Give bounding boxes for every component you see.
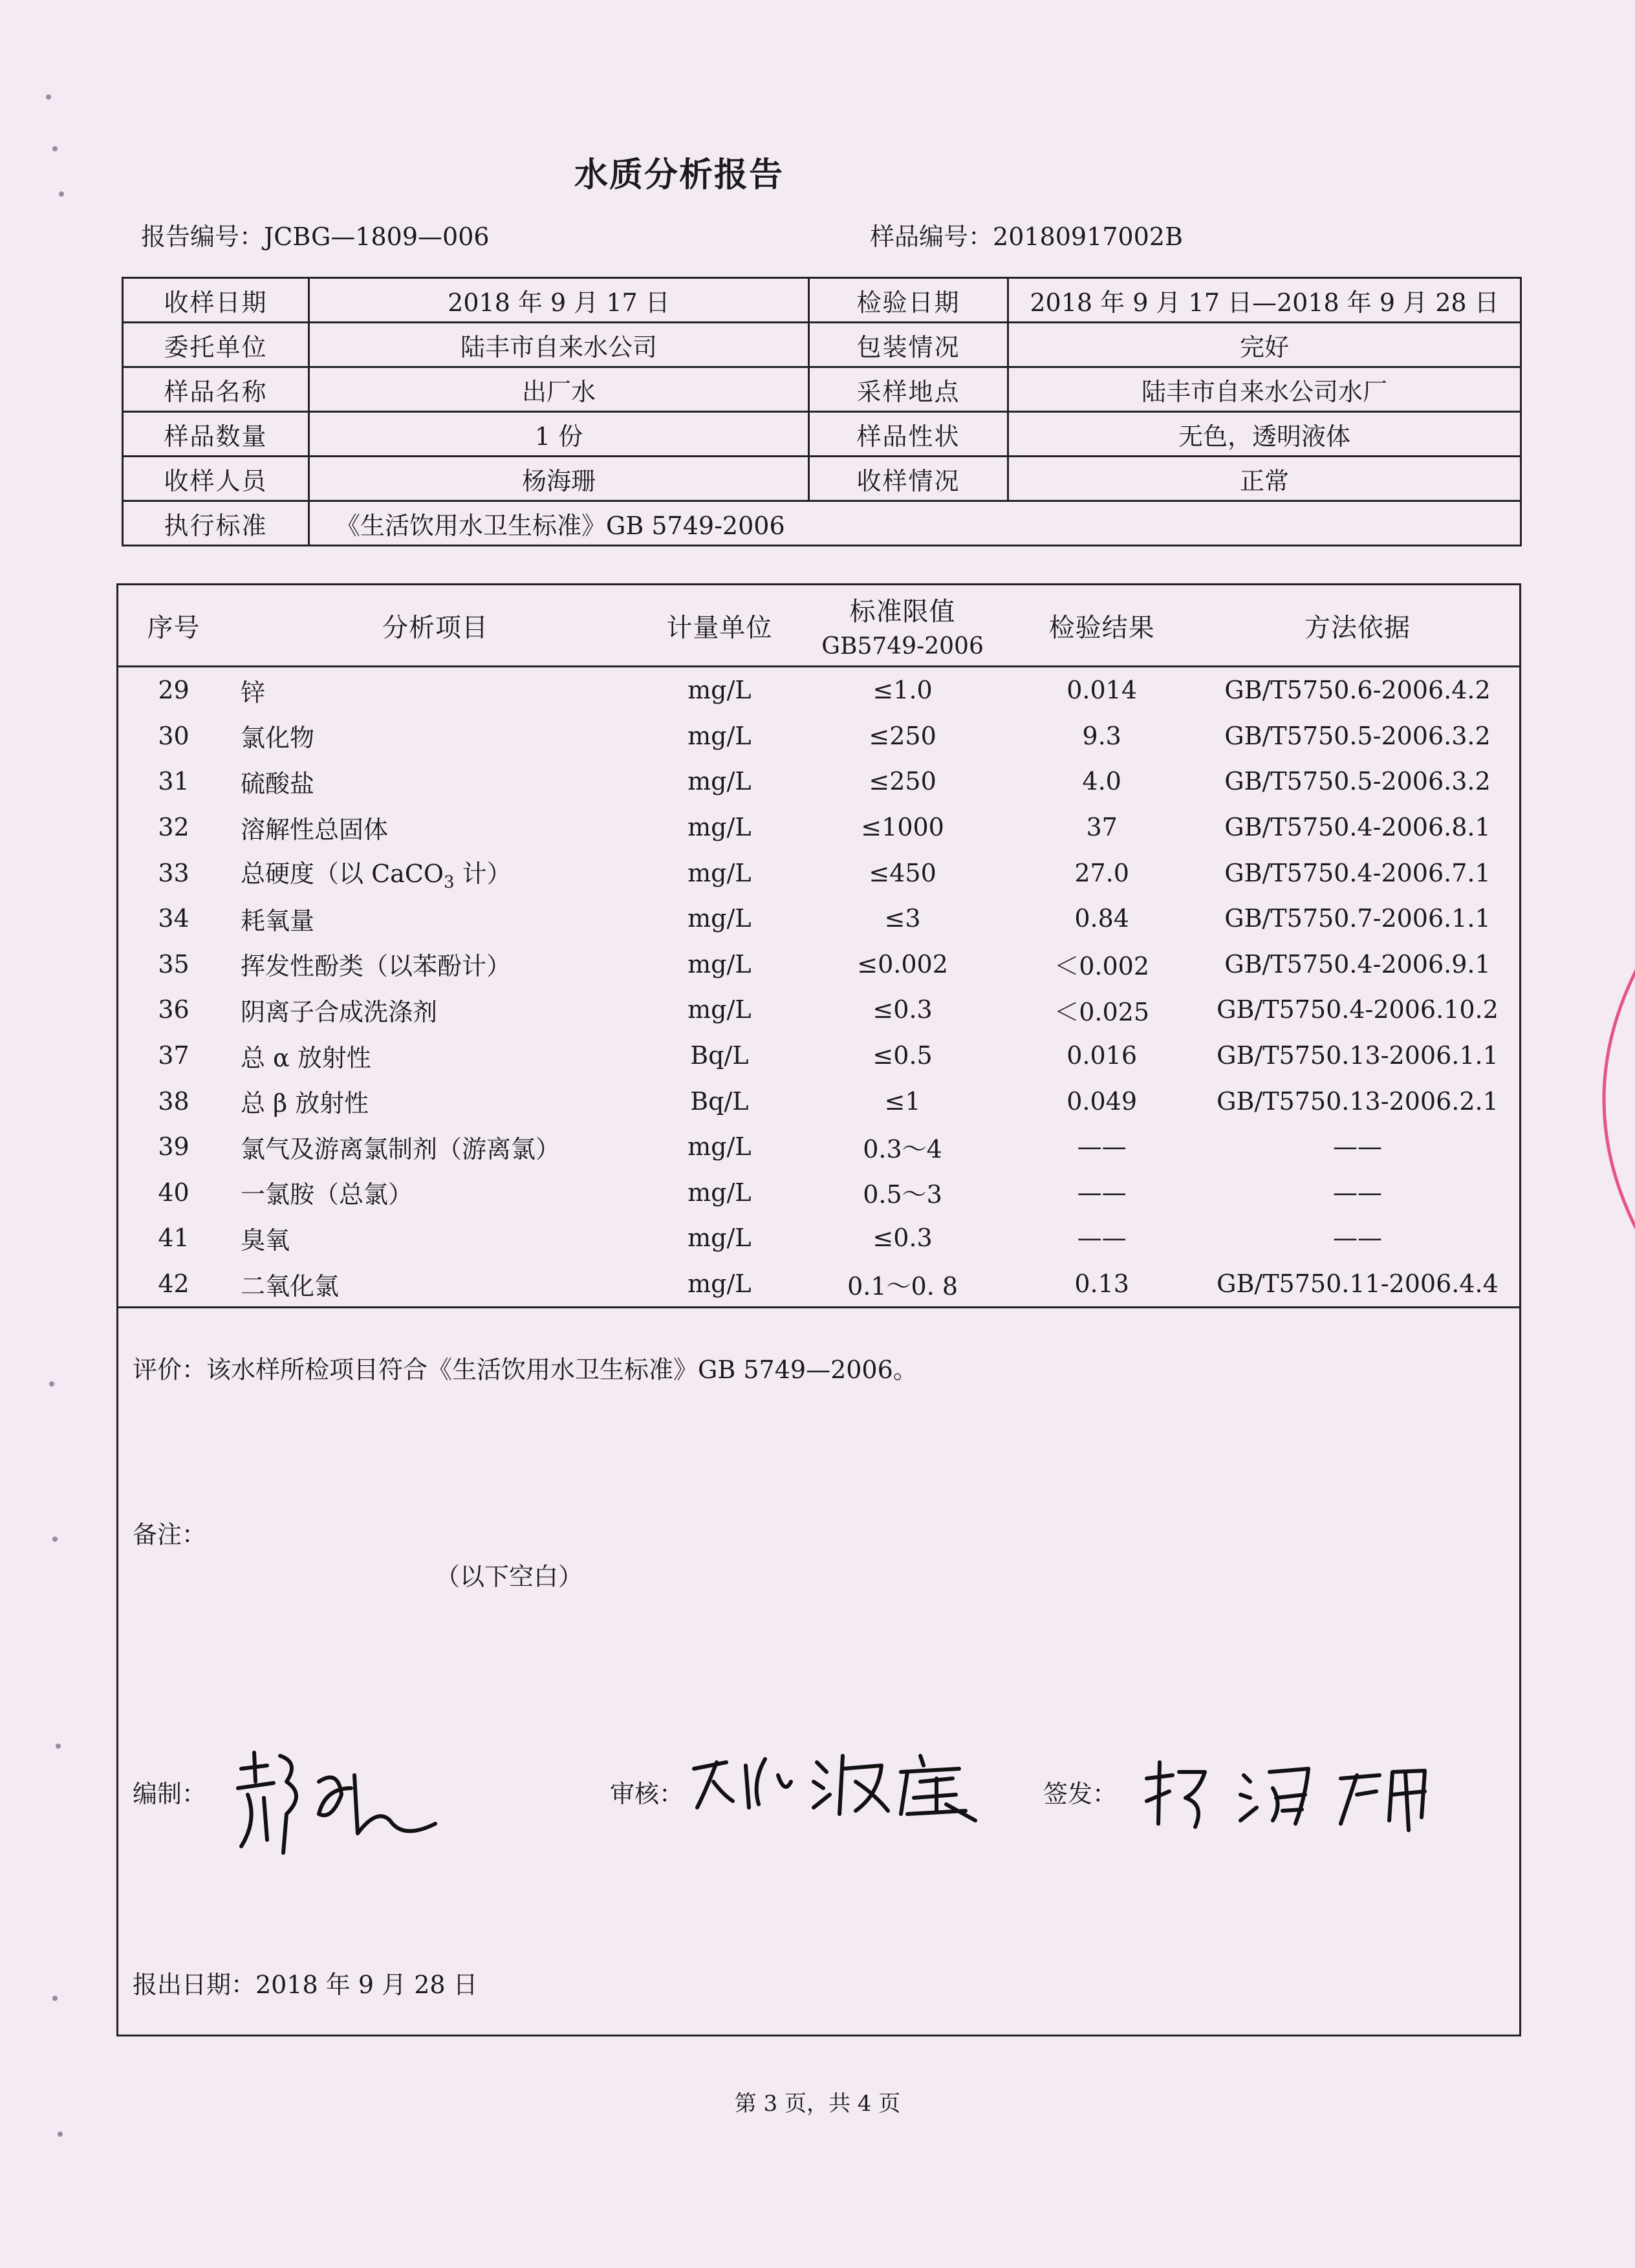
report-number-label: 报告编号： xyxy=(141,222,265,251)
info-value: 无色，透明液体 xyxy=(1008,412,1521,457)
result-method: GB/T5750.4-2006.7.1 xyxy=(1224,858,1491,887)
result-row xyxy=(118,942,1519,988)
result-row xyxy=(118,667,1519,713)
result-unit: mg/L xyxy=(688,721,752,750)
result-unit: mg/L xyxy=(642,1261,797,1308)
result-limit: ≤450 xyxy=(869,858,937,887)
result-unit: Bq/L xyxy=(690,1041,749,1070)
issued-label: 签发： xyxy=(1043,1780,1118,1808)
result-unit: mg/L xyxy=(688,1132,752,1161)
result-row xyxy=(118,1078,1519,1124)
result-method: GB/T5750.4-2006.8.1 xyxy=(1224,813,1491,842)
result-result: ＜0.025 xyxy=(1054,997,1150,1026)
result-unit: mg/L xyxy=(688,858,752,887)
report-number xyxy=(141,217,490,252)
issuer-signature xyxy=(1134,1753,1496,1837)
result-row xyxy=(118,896,1519,942)
result-limit: ≤0.3 xyxy=(872,1224,933,1253)
item-text: 总硬度（以 CaCO xyxy=(240,859,444,888)
result-result: 4.0 xyxy=(1082,767,1121,796)
info-label: 采样地点 xyxy=(809,367,1008,412)
info-value: 2018 年 9 月 17 日—2018 年 9 月 28 日 xyxy=(1008,278,1521,323)
result-method: GB/T5750.11-2006.4.4 xyxy=(1196,1261,1519,1308)
result-item: 总 α 放射性 xyxy=(240,1043,371,1072)
result-no: 39 xyxy=(158,1132,189,1161)
page-number: 第 3 页，共 4 页 xyxy=(734,2091,901,2117)
info-row xyxy=(123,457,1521,501)
blank-below-note: （以下空白） xyxy=(435,1562,583,1591)
result-no: 35 xyxy=(158,949,189,978)
result-item: 臭氧 xyxy=(240,1226,290,1255)
compiler-signature xyxy=(228,1743,448,1859)
header-limit-label: 标准限值 xyxy=(849,597,956,627)
sample-info-table xyxy=(122,277,1522,546)
result-limit: ≤0.5 xyxy=(872,1041,933,1070)
result-method: GB/T5750.4-2006.10.2 xyxy=(1217,995,1499,1024)
header-limit xyxy=(797,585,1008,667)
result-limit: ≤1 xyxy=(884,1086,921,1116)
standard-value: 《生活饮用水卫生标准》GB 5749-2006 xyxy=(309,501,1521,546)
result-row xyxy=(118,1215,1519,1261)
result-method: —— xyxy=(1332,1132,1382,1161)
info-row xyxy=(123,323,1521,367)
result-row xyxy=(118,713,1519,759)
evaluation-text: 评价：该水样所检项目符合《生活饮用水卫生标准》GB 5749—2006。 xyxy=(133,1355,918,1384)
info-label: 收样情况 xyxy=(809,457,1008,501)
report-title: 水质分析报告 xyxy=(574,155,784,195)
result-row xyxy=(118,805,1519,850)
info-label: 包装情况 xyxy=(809,323,1008,367)
result-unit: Bq/L xyxy=(690,1086,749,1116)
item-text: 计） xyxy=(454,859,512,888)
result-limit: ≤250 xyxy=(869,767,937,796)
info-label: 委托单位 xyxy=(123,323,309,367)
result-row xyxy=(118,1261,1519,1308)
info-value: 陆丰市自来水公司水厂 xyxy=(1008,367,1521,412)
result-no: 33 xyxy=(158,858,189,887)
report-number-value: JCBG—1809—006 xyxy=(264,222,490,251)
result-result: —— xyxy=(1077,1132,1127,1161)
result-item: 一氯胺（总氯） xyxy=(240,1180,413,1209)
result-item xyxy=(229,850,642,896)
result-method: —— xyxy=(1332,1178,1382,1207)
header-unit: 计量单位 xyxy=(642,585,797,667)
result-limit: ≤0.002 xyxy=(857,949,948,978)
info-value: 完好 xyxy=(1008,323,1521,367)
result-method: GB/T5750.5-2006.3.2 xyxy=(1224,767,1491,796)
result-limit: ≤1000 xyxy=(861,813,944,842)
result-no: 38 xyxy=(158,1086,189,1116)
result-no: 37 xyxy=(158,1041,189,1070)
info-label: 样品名称 xyxy=(123,367,309,412)
result-no: 30 xyxy=(158,721,189,750)
compiled-label: 编制： xyxy=(133,1780,207,1808)
results-table xyxy=(118,585,1519,1308)
result-limit: ≤1.0 xyxy=(872,676,933,705)
result-no: 31 xyxy=(158,767,189,796)
result-no: 32 xyxy=(158,813,189,842)
reviewer-signature xyxy=(688,1743,1050,1827)
result-unit: mg/L xyxy=(688,904,752,933)
result-limit: ≤0.3 xyxy=(872,995,933,1024)
result-unit: mg/L xyxy=(688,676,752,705)
header-method: 方法依据 xyxy=(1196,585,1519,667)
result-result: 27.0 xyxy=(1074,858,1129,887)
result-item: 挥发性酚类（以苯酚计） xyxy=(240,952,511,981)
standard-label: 执行标准 xyxy=(123,501,309,546)
header-limit-standard: GB5749-2006 xyxy=(821,633,984,660)
result-result: 9.3 xyxy=(1082,721,1121,750)
info-label: 样品性状 xyxy=(809,412,1008,457)
info-row xyxy=(123,367,1521,412)
binding-holes-bottom xyxy=(36,1358,74,2199)
result-method: —— xyxy=(1332,1224,1382,1253)
result-row xyxy=(118,1170,1519,1216)
result-unit: mg/L xyxy=(688,1224,752,1253)
result-method: GB/T5750.13-2006.2.1 xyxy=(1217,1086,1499,1116)
result-result: 0.016 xyxy=(1067,1041,1138,1070)
result-item: 溶解性总固体 xyxy=(240,815,388,844)
result-item: 硫酸盐 xyxy=(240,769,314,798)
result-row xyxy=(118,1124,1519,1170)
result-row xyxy=(118,987,1519,1033)
result-unit: mg/L xyxy=(688,949,752,978)
result-limit: ≤3 xyxy=(884,904,921,933)
result-limit: 0.1～0. 8 xyxy=(797,1261,1008,1308)
result-limit: 0.3～4 xyxy=(863,1134,942,1163)
result-result: ＜0.002 xyxy=(1054,952,1150,981)
result-method: GB/T5750.13-2006.1.1 xyxy=(1217,1041,1499,1070)
result-no: 40 xyxy=(158,1178,189,1207)
sample-number-value: 20180917002B xyxy=(993,222,1183,251)
result-unit: mg/L xyxy=(688,995,752,1024)
official-stamp xyxy=(1555,957,1635,1242)
standard-row xyxy=(123,501,1521,546)
result-result: 37 xyxy=(1086,813,1118,842)
header-no: 序号 xyxy=(118,585,229,667)
result-result: 0.014 xyxy=(1067,676,1138,705)
result-row xyxy=(118,759,1519,805)
info-label: 样品数量 xyxy=(123,412,309,457)
result-item: 氯气及游离氯制剂（游离氯） xyxy=(240,1134,560,1163)
result-item: 阴离子合成洗涤剂 xyxy=(240,997,437,1026)
header-item: 分析项目 xyxy=(229,585,642,667)
result-no: 41 xyxy=(158,1224,189,1253)
info-label: 收样人员 xyxy=(123,457,309,501)
result-item: 二氧化氯 xyxy=(229,1261,642,1308)
result-result: 0.13 xyxy=(1008,1261,1196,1308)
result-method: GB/T5750.7-2006.1.1 xyxy=(1224,904,1491,933)
reviewed-label: 审核： xyxy=(610,1780,684,1808)
result-method: GB/T5750.5-2006.3.2 xyxy=(1224,721,1491,750)
result-row xyxy=(118,1033,1519,1079)
item-subscript: 3 xyxy=(444,872,455,892)
remarks-label: 备注： xyxy=(133,1520,207,1549)
results-section xyxy=(116,583,1521,2036)
header-result: 检验结果 xyxy=(1008,585,1196,667)
info-value: 正常 xyxy=(1008,457,1521,501)
info-value: 杨海珊 xyxy=(309,457,809,501)
result-item: 锌 xyxy=(240,678,265,707)
sample-number-label: 样品编号： xyxy=(870,222,993,251)
result-item: 总 β 放射性 xyxy=(240,1089,369,1118)
info-value: 出厂水 xyxy=(309,367,809,412)
result-unit: mg/L xyxy=(688,1178,752,1207)
result-result: —— xyxy=(1077,1178,1127,1207)
result-limit: 0.5～3 xyxy=(863,1180,942,1209)
binding-holes-top xyxy=(36,84,74,213)
result-limit: ≤250 xyxy=(869,721,937,750)
result-unit: mg/L xyxy=(688,767,752,796)
result-no: 36 xyxy=(158,995,189,1024)
result-result: —— xyxy=(1077,1224,1127,1253)
result-method: GB/T5750.4-2006.9.1 xyxy=(1224,949,1491,978)
info-value: 1 份 xyxy=(309,412,809,457)
issue-date: 报出日期：2018 年 9 月 28 日 xyxy=(133,1971,478,1999)
result-method: GB/T5750.6-2006.4.2 xyxy=(1224,676,1491,705)
sample-number xyxy=(870,217,1183,252)
info-row xyxy=(123,412,1521,457)
result-no: 34 xyxy=(158,904,189,933)
info-value: 2018 年 9 月 17 日 xyxy=(309,278,809,323)
info-label: 检验日期 xyxy=(809,278,1008,323)
result-row xyxy=(118,850,1519,896)
result-item: 耗氧量 xyxy=(240,906,314,935)
result-unit: mg/L xyxy=(688,813,752,842)
result-result: 0.84 xyxy=(1074,904,1129,933)
result-item: 氯化物 xyxy=(240,724,314,753)
info-value: 陆丰市自来水公司 xyxy=(309,323,809,367)
info-row xyxy=(123,278,1521,323)
result-no: 42 xyxy=(118,1261,229,1308)
info-label: 收样日期 xyxy=(123,278,309,323)
result-no: 29 xyxy=(158,676,189,705)
result-result: 0.049 xyxy=(1067,1086,1138,1116)
